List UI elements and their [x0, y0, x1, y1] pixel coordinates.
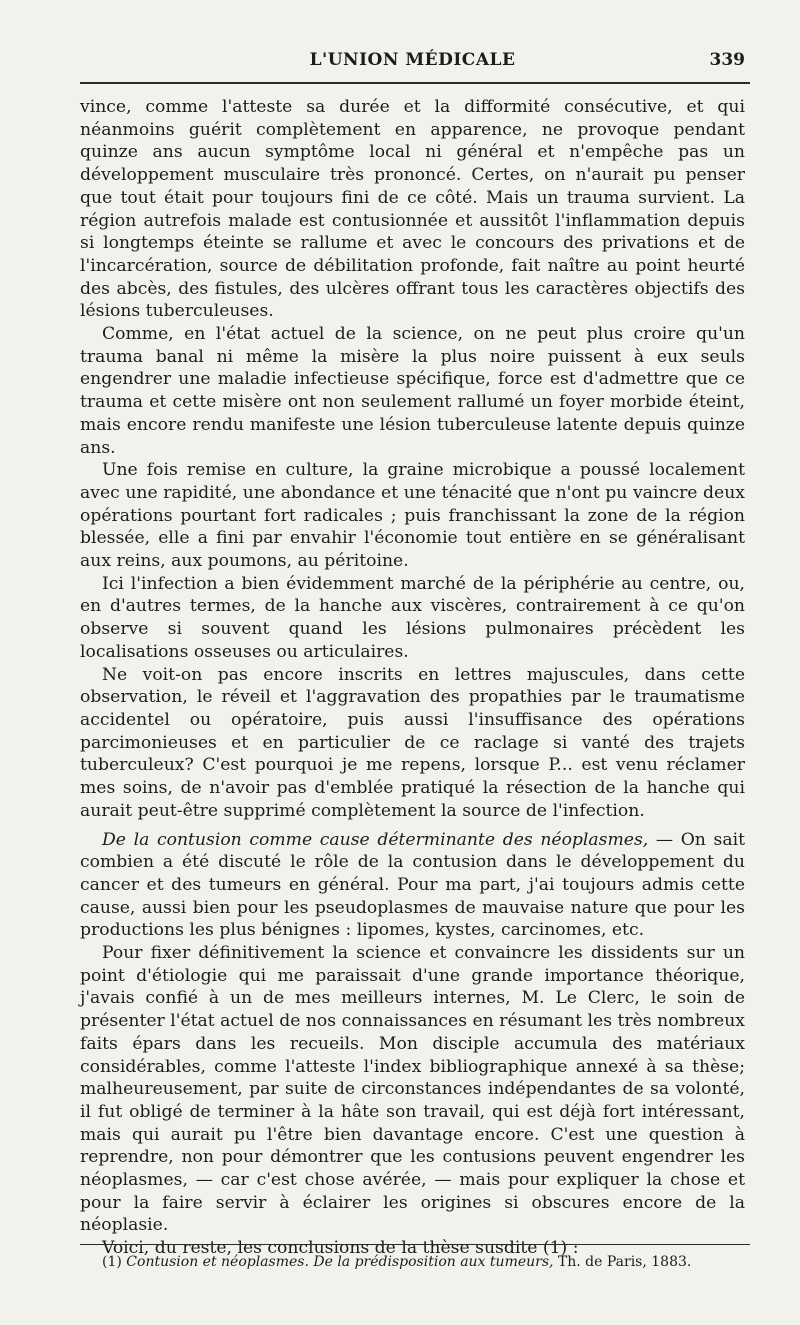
paragraph: Ici l'infection a bien évidemment marché de la périphérie au centre, ou, en d'autres termes, de la hanche aux viscères, contrairement à ce qu'on observe si souvent quand les lésions pulmonaires précèdent les localisations osseuses ou articulaires.	[80, 573, 745, 662]
section-text: — On sait combien a été discuté le rôle de la contusion dans le développement du cancer et des tumeurs en général. Pour ma part, j'ai toujours admis cette cause, aussi bien pour les pseudoplasmes de mauvaise nature que pour les productions les plus bénignes : lipomes, kystes, carcinomes, etc.	[80, 829, 745, 941]
paragraph: Comme, en l'état actuel de la science, on ne peut plus croire qu'un trauma banal ni même la misère la plus noire puissent à eux seuls engendrer une maladie infectieuse spécifique, force est d'admettre que ce trauma et cette misère ont non seulement rallumé un foyer morbide éteint, mais encore rendu manifeste une lésion tuberculeuse latente depuis quinze ans.	[80, 324, 745, 458]
paragraph: Une fois remise en culture, la graine microbique a poussé localement avec une rapidité, une abondance et une ténacité que n'ont pu vaincre deux opérations pourtant fort radicales ; puis franchissant la zone de la région blessée, elle a fini par envahir l'économie tout entière en se généralisant aux reins, aux poumons, au péritoine.	[80, 460, 745, 572]
section-paragraph	[80, 829, 745, 943]
body-text	[80, 96, 745, 1260]
paragraph: Pour fixer définitivement la science et convaincre les dissidents sur un point d'étiologie qui me paraissait d'une grande importance théorique, j'avais confié à un de mes meilleurs internes, M. Le Clerc, le soin de présenter l'état actuel de nos connaissances en résumant les très nombreux faits épars dans les recueils. Mon disciple accumula des matériaux considérables, comme l'atteste l'index bibliographique annexé à sa thèse; malheureusement, par suite de circonstances indépendantes de sa volonté, il fut obligé de terminer à la hâte son travail, qui est déjà fort intéressant, mais qui aurait pu l'être bien davantage encore. C'est une question à reprendre, non pour démontrer que les contusions peuvent engendrer les néoplasmes, — car c'est chose avérée, — mais pour expliquer la chose et pour la faire servir à éclairer les origines si obscures encore de la néoplasie.	[80, 943, 745, 1236]
section-heading: De la contusion comme cause déterminante des néoplasmes,	[102, 829, 649, 850]
footnote-text: Th. de Paris, 1883.	[553, 1254, 692, 1270]
footnote	[102, 1253, 752, 1271]
footnote-title: Contusion et néoplasmes. De la prédisposition aux tumeurs,	[126, 1254, 554, 1270]
page-number: 339	[709, 50, 745, 70]
running-title: L'UNION MÉDICALE	[309, 50, 516, 70]
footnote-rule	[80, 1244, 750, 1245]
paragraph: Ne voit-on pas encore inscrits en lettres majuscules, dans cette observation, le réveil et l'aggravation des propathies par le traumatisme accidentel ou opératoire, puis aussi l'insuffisance des opérations parcimonieuses et en particulier de ce raclage si vanté des trajets tuberculeux? C'est pourquoi je me repens, lorsque P... est venu réclamer mes soins, de n'avoir pas d'emblée pratiqué la résection de la hanche qui aurait peut-être supprimé complètement la source de l'infection.	[80, 664, 745, 821]
paragraph: vince, comme l'atteste sa durée et la difformité consécutive, et qui néanmoins guérit complètement en apparence, ne provoque pendant quinze ans aucun symptôme local ni général et n'empêche pas un développement musculaire très prononcé. Certes, on n'aurait pu penser que tout était pour toujours fini de ce côté. Mais un trauma survient. La région autrefois malade est contusionnée et aussitôt l'inflammation depuis si longtemps éteinte se rallume et avec le concours des privations et de l'incarcération, source de débilitation profonde, fait naître au point heurté des abcès, des fistules, des ulcères offrant tous les caractères objectifs des lésions tuberculeuses.	[80, 97, 745, 322]
footnote-marker: (1)	[102, 1254, 122, 1270]
page-header	[80, 50, 745, 80]
header-rule	[80, 82, 750, 84]
paragraph: Voici, du reste, les conclusions de la thèse susdite (1) :	[102, 1238, 579, 1259]
